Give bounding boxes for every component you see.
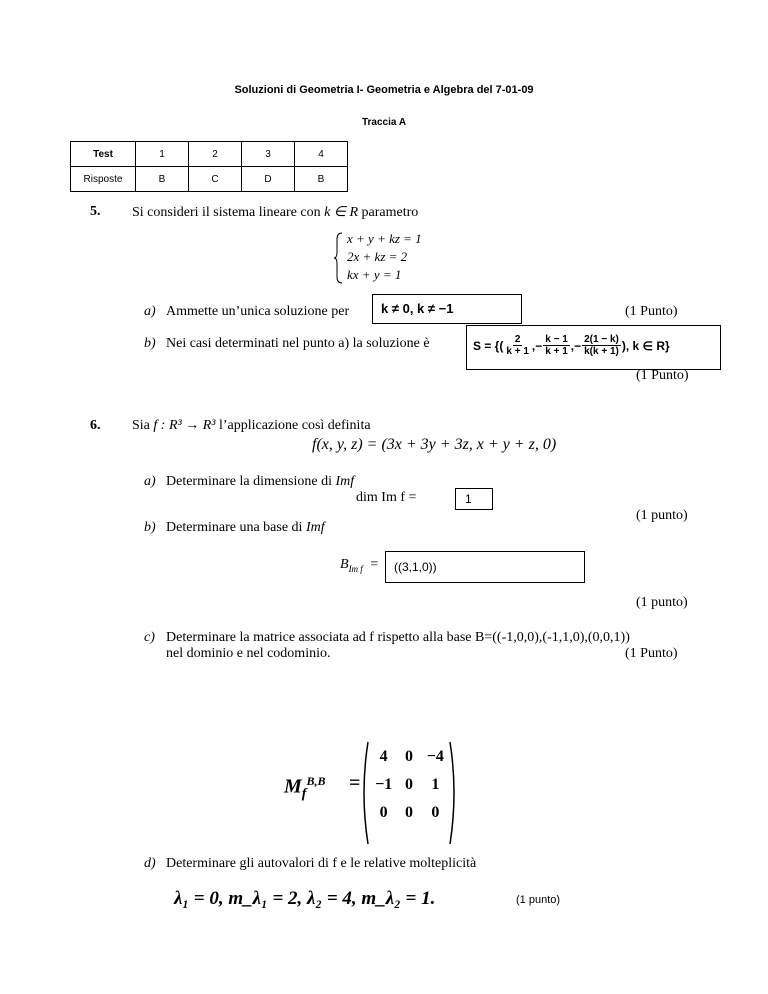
matrix-cell: 0 (379, 804, 388, 821)
system-equation-1: x + y + kz = 1 (347, 231, 422, 246)
fraction-3 (582, 334, 621, 357)
table-cell: Risposte (71, 167, 136, 192)
denominator-3: k(k + 1) (584, 346, 619, 357)
numerator-3: 2(1 − k) (584, 334, 619, 345)
table-cell: C (189, 167, 242, 192)
q5-a-answer-box (372, 294, 522, 324)
intro-text: Si consideri il sistema lineare con (132, 205, 321, 220)
q5-a-label: a) (144, 304, 156, 319)
numerator-1: 2 (514, 334, 521, 345)
table-cell: 4 (295, 142, 348, 167)
function-definition: f(x, y, z) = (3x + 3y + 3z, x + y + z, 0) (312, 436, 557, 453)
system-brace (334, 232, 343, 284)
table-cell: B (295, 167, 348, 192)
q6-a-points: (1 punto) (636, 508, 688, 523)
q5-a-text: Ammette un’unica soluzione per (166, 304, 350, 319)
system-equation-3: kx + y = 1 (347, 267, 402, 282)
denominator-2: k + 1 (545, 346, 568, 357)
test-answers-table (70, 141, 348, 192)
question-5-intro (132, 204, 418, 221)
matrix-row (370, 748, 450, 776)
q6-d-label: d) (144, 856, 156, 871)
matrix-cell: 0 (405, 804, 414, 821)
denominator-1: k + 1 (506, 346, 529, 357)
q6-c-points: (1 Punto) (625, 646, 678, 661)
q5-a-points: (1 Punto) (625, 304, 678, 319)
fraction-2 (543, 334, 570, 357)
numerator-2: k − 1 (545, 334, 568, 345)
basis-subscript: Im f (348, 563, 363, 574)
matrix-cell: −1 (375, 776, 393, 793)
matrix-equals: = (349, 772, 361, 794)
q6-b-equation (340, 557, 378, 574)
q6-a-text (166, 474, 354, 490)
basis-equals: = (370, 557, 379, 572)
matrix-subscript: f (301, 786, 307, 802)
table-cell: 3 (242, 142, 295, 167)
question-5-number: 5. (90, 204, 101, 219)
answer-lead: S = {( (473, 338, 504, 353)
q5-b-points: (1 Punto) (636, 368, 689, 383)
a-text: Determinare la dimensione di (166, 474, 332, 489)
table-cell: 1 (136, 142, 189, 167)
q6-a-equation: dim Im f = (356, 490, 417, 505)
matrix-symbol: M (284, 775, 302, 798)
q6-c-text-line2: nel dominio e nel codominio. (166, 646, 331, 661)
table-row (71, 167, 348, 192)
q6-b-answer: ((3,1,0)) (394, 560, 437, 574)
q6-b-answer-box (385, 551, 585, 583)
q6-a-answer: 1 (465, 492, 472, 506)
document-subtitle: Traccia A (361, 117, 407, 128)
matrix-cell: −4 (426, 748, 444, 765)
question-6-number: 6. (90, 418, 101, 433)
table-row (71, 142, 348, 167)
q6-a-answer-box (455, 488, 493, 510)
matrix-row (370, 776, 450, 804)
q6-b-text (166, 520, 325, 536)
table-cell: Test (71, 142, 136, 167)
b-text-math: Imf (305, 520, 325, 535)
matrix-cell: 4 (379, 748, 388, 765)
q6-c-text-line1: Determinare la matrice associata ad f rispetto alla base B=((-1,0,0),(-1,1,0),(0,0,1)) (166, 630, 630, 645)
q5-b-answer-box (466, 325, 721, 370)
matrix-cell: 0 (431, 804, 440, 821)
intro-text-end: l’applicazione così definita (218, 418, 371, 433)
intro-text: Sia (132, 418, 150, 433)
basis-symbol: B (340, 557, 349, 572)
q5-b-text: Nei casi determinati nel punto a) la soluzione è (166, 336, 430, 351)
table-cell: D (242, 167, 295, 192)
question-6-intro (132, 418, 371, 434)
a-text-math: Imf (335, 474, 355, 489)
q6-b-points: (1 punto) (636, 595, 688, 610)
q5-b-answer: S = {( $\frac{2}{k + 1}$ ,− $\frac{k - 1}{k + 1}$ ,− $\frac{2(1 - k)}{k(k + 1)}$ ), k ∈ R} (473, 334, 670, 357)
fraction-1 (504, 334, 531, 357)
q5-b-label: b) (144, 336, 156, 351)
system-equation-2: 2x + kz = 2 (347, 249, 408, 264)
matrix-row (370, 804, 450, 832)
q6-c-label: c) (144, 630, 155, 645)
matrix-body (370, 748, 450, 832)
matrix-cell: 1 (431, 776, 440, 793)
matrix-superscript: B,B (306, 774, 326, 788)
matrix-cell: 0 (405, 748, 414, 765)
document-title: Soluzioni di Geometria I- Geometria e Algebra del 7-01-09 (234, 84, 534, 96)
b-text: Determinare una base di (166, 520, 303, 535)
matrix-cell: 0 (405, 776, 414, 793)
matrix-left-paren (358, 740, 370, 846)
q6-a-label: a) (144, 474, 156, 489)
q6-d-text: Determinare gli autovalori di f e le relative molteplicità (166, 856, 477, 871)
intro-text-end: parametro (361, 205, 419, 220)
q6-b-label: b) (144, 520, 156, 535)
table-cell: B (136, 167, 189, 192)
q6-d-points: (1 punto) (516, 894, 561, 906)
answer-tail: ), k ∈ R} (621, 338, 670, 353)
q5-a-answer: k ≠ 0, k ≠ −1 (381, 301, 454, 316)
matrix-label (284, 774, 325, 803)
table-cell: 2 (189, 142, 242, 167)
intro-math: k ∈ R (324, 205, 359, 220)
eigenvalues-answer: λ₁ = 0, m_λ₁ = 2, λ₂ = 4, m_λ₂ = 1. (174, 888, 436, 909)
intro-math: f : R³ → R³ (153, 418, 216, 433)
